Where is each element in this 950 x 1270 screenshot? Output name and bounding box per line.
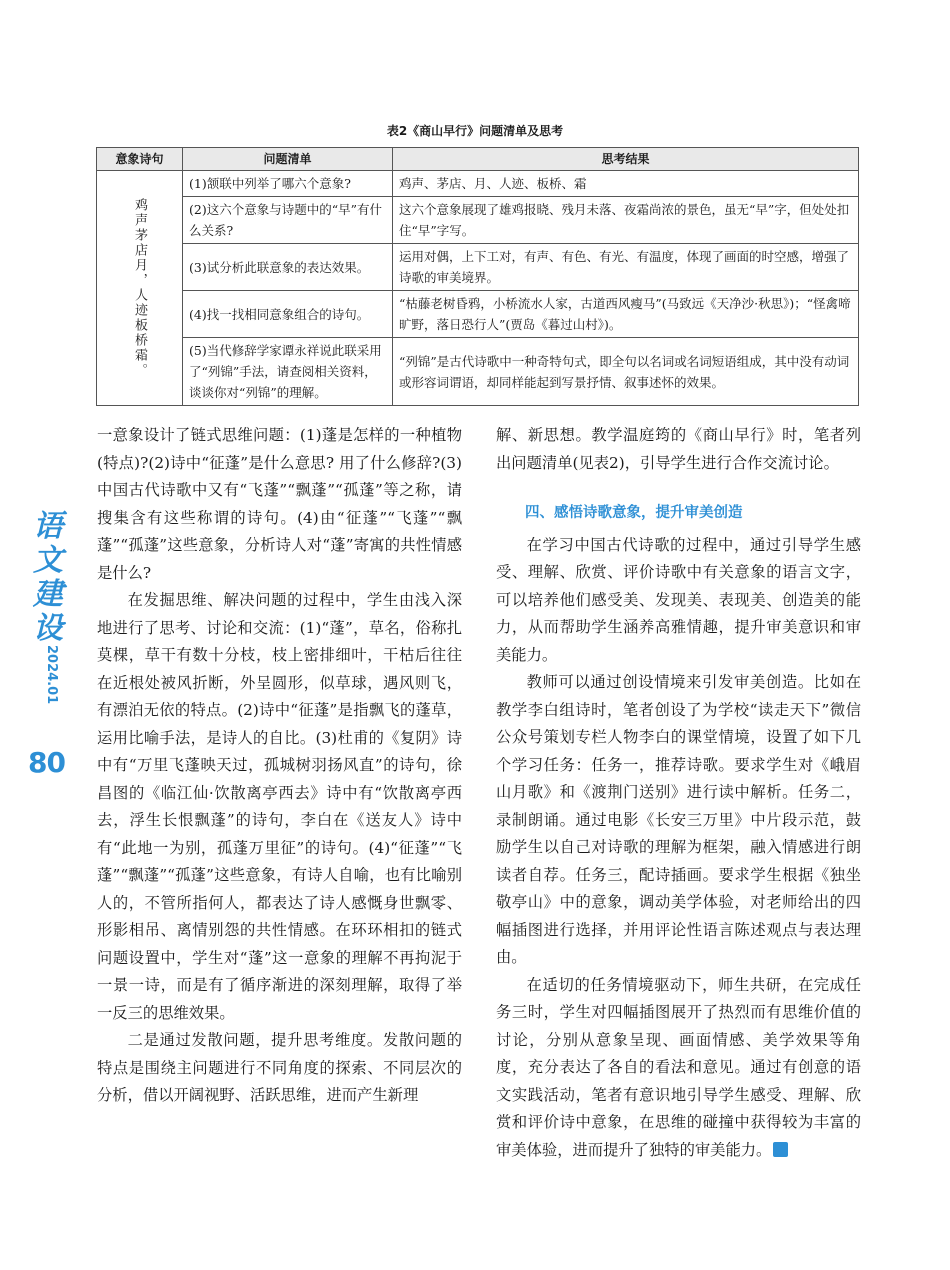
table-row [97,338,859,406]
paragraph [496,972,861,1165]
paragraph: 一意象设计了链式思维问题：(1)蓬是怎样的一种植物(特点)?(2)诗中“征蓬”是什么意思? 用了什么修辞?(3)中国古代诗歌中又有“飞蓬”“飘蓬”“孤蓬”等之称，请搜集含有这些称谓的诗句。(4)由“征蓬”“飞蓬”“飘蓬”“孤蓬”这些意象，分析诗人对“蓬”寄寓的共性情感是什么? [97,426,462,582]
answer-cell: 鸡声、茅店、月、人迹、板桥、霜 [393,171,859,197]
answer-cell: “枯藤老树昏鸦，小桥流水人家，古道西风瘦马”(马致远《天净沙·秋思》)；“怪禽啼旷野，落日恐行人”(贾岛《暮过山村》)。 [393,291,859,338]
table-row [97,171,859,197]
poem-line-cell: 鸡声茅店月，人迹板桥霜。 [97,171,183,406]
paragraph: 教师可以通过创设情境来引发审美创造。比如在教学李白组诗时，笔者创设了为学校“读走天下”微信公众号策划专栏人物李白的课堂情境，设置了如下几个学习任务：任务一，推荐诗歌。要求学生对《峨眉山月歌》和《渡荆门送别》进行读中解析。任务二，录制朗诵。通过电影《长安三万里》中片段示范，鼓励学生以自己对诗歌的理解为框架，融入情感进行朗读者自荐。任务三，配诗插画。要求学生根据《独坐敬亭山》中的意象，调动美学体验，对老师给出的四幅插图进行选择，并用评论性语言陈述观点与表达理由。 [496,673,861,966]
table-row [97,197,859,244]
issue-date: 2024.01 [44,645,59,705]
question-cell: (3)试分析此联意象的表达效果。 [183,244,393,291]
question-cell: (5)当代修辞学家谭永祥说此联采用了“列锦”手法，请查阅相关资料，谈谈你对“列锦”的理解。 [183,338,393,406]
paragraph: 在学习中国古代诗歌的过程中，通过引导学生感受、理解、欣赏、评价诗歌中有关意象的语言文字，可以培养他们感受美、发现美、表现美、创造美的能力，从而帮助学生涵养高雅情趣，提升审美意识和审美能力。 [496,535,861,664]
table-header-questions: 问题清单 [183,148,393,171]
answer-cell: 运用对偶，上下工对，有声、有色、有光、有温度，体现了画面的时空感，增强了诗歌的审美境界。 [393,244,859,291]
table-row [97,244,859,291]
question-cell: (4)找一找相同意象组合的诗句。 [183,291,393,338]
end-mark-icon [773,1142,788,1157]
table-caption: 表2《商山早行》问题清单及思考 [386,124,564,138]
question-cell: (2)这六个意象与诗题中的“早”有什么关系? [183,197,393,244]
journal-title: 语文建设 [33,509,63,646]
answer-cell: 这六个意象展现了雄鸡报晓、残月未落、夜霜尚浓的景色，虽无“早”字，但处处扣住“早”字写。 [393,197,859,244]
page-number: 80 [28,746,65,779]
answer-cell: “列锦”是古代诗歌中一种奇特句式，即全句以名词或名词短语组成，其中没有动词或形容词谓语，却同样能起到写景抒情、叙事述怀的效果。 [393,338,859,406]
paragraph: 解、新思想。教学温庭筠的《商山早行》时，笔者列出问题清单(见表2)，引导学生进行合作交流讨论。 [496,426,861,472]
paragraph: 二是通过发散问题，提升思考维度。发散问题的特点是围绕主问题进行不同角度的探索、不同层次的分析，借以开阔视野、活跃思维，进而产生新理 [97,1031,462,1104]
left-column [97,422,462,1110]
question-table [96,147,859,406]
paragraph: 在发掘思维、解决问题的过程中，学生由浅入深地进行了思考、讨论和交流：(1)“蓬”，草名，俗称扎莫棵，草干有数十分枝，枝上密排细叶，干枯后往往在近根处被风折断，外呈圆形，似草球，遇风则飞，有漂泊无依的特点。(2)诗中“征蓬”是指飘飞的蓬草，运用比喻手法，是诗人的自比。(3)杜甫的《复阴》诗中有“万里飞蓬映天过，孤城树羽扬风直”的诗句，徐昌图的《临江仙·饮散离亭西去》诗中有“饮散离亭西去，浮生长恨飘蓬”的诗句，李白在《送友人》诗中有“此地一为别，孤蓬万里征”的诗句。(4)“征蓬”“飞蓬”“飘蓬”“孤蓬”这些意象，有诗人自喻，也有比喻别人的，不管所指何人，都表达了诗人感慨身世飘零、形影相吊、离情别怨的共性情感。在环环相扣的链式问题设置中，学生对“蓬”这一意象的理解不再拘泥于一景一诗，而是有了循序渐进的深刻理解，取得了举一反三的思维效果。 [97,591,462,1022]
right-column [496,422,861,1164]
table-header-imagery: 意象诗句 [97,148,183,171]
table-header-row [97,148,859,171]
table-row [97,291,859,338]
table-header-results: 思考结果 [393,148,859,171]
section-heading: 四、感悟诗歌意象，提升审美创造 [525,505,743,521]
paragraph-text: 在适切的任务情境驱动下，师生共研，在完成任务三时，学生对四幅插图展开了热烈而有思维价值的讨论，分别从意象呈现、画面情感、美学效果等角度，充分表达了各自的看法和意见。通过有创意的语文实践活动，笔者有意识地引导学生感受、理解、欣赏和评价诗中意象，在思维的碰撞中获得较为丰富的审美体验，进而提升了独特的审美能力。 [496,975,861,1159]
question-cell: (1)颔联中列举了哪六个意象? [183,171,393,197]
